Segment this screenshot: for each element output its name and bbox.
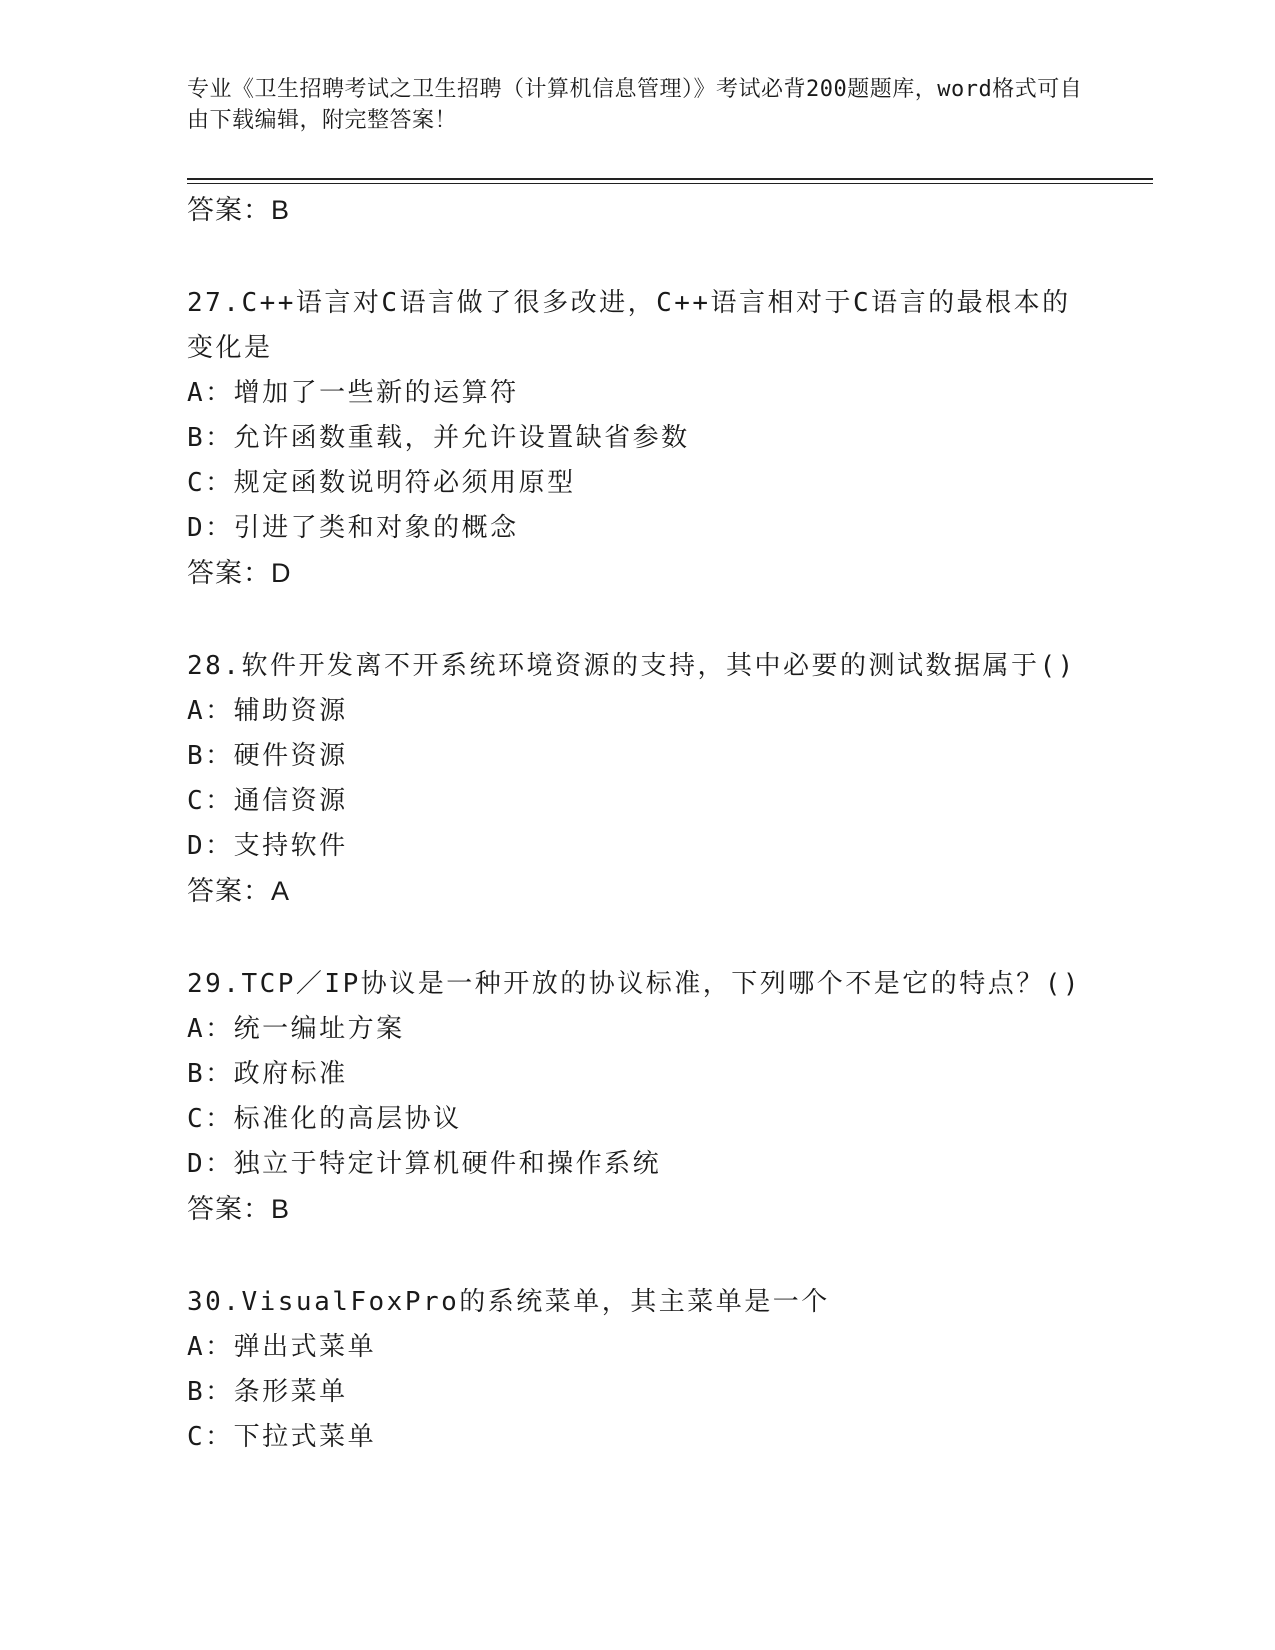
question-stem: 28.软件开发离不开系统环境资源的支持，其中必要的测试数据属于() xyxy=(187,651,1076,681)
option-a: A：辅助资源 xyxy=(187,696,348,726)
previous-question-answer: 答案：B xyxy=(187,195,291,225)
option-c: C：规定函数说明符必须用原型 xyxy=(187,468,576,498)
option-c: C：通信资源 xyxy=(187,786,348,816)
option-a: A：增加了一些新的运算符 xyxy=(187,378,519,408)
question-answer: 答案：A xyxy=(187,876,291,906)
option-c: C：标准化的高层协议 xyxy=(187,1104,462,1134)
question-answer: 答案：D xyxy=(187,558,292,588)
option-d: D：独立于特定计算机硬件和操作系统 xyxy=(187,1149,662,1179)
header-rule-thin xyxy=(187,183,1153,184)
option-b: B：条形菜单 xyxy=(187,1377,348,1407)
option-d: D：引进了类和对象的概念 xyxy=(187,513,519,543)
question-stem: 27.C++语言对C语言做了很多改进，C++语言相对于C语言的最根本的变化是 xyxy=(187,288,1071,363)
question-stem: 30.VisualFoxPro的系统菜单，其主菜单是一个 xyxy=(187,1287,830,1317)
option-a: A：弹出式菜单 xyxy=(187,1332,377,1362)
question-27 xyxy=(187,281,1087,596)
question-28 xyxy=(187,644,1087,914)
header-rule-thick xyxy=(187,178,1153,180)
question-29 xyxy=(187,962,1087,1232)
option-a: A：统一编址方案 xyxy=(187,1014,405,1044)
question-30 xyxy=(187,1280,1087,1460)
question-answer: 答案：B xyxy=(187,1194,291,1224)
option-b: B：允许函数重载，并允许设置缺省参数 xyxy=(187,423,690,453)
option-d: D：支持软件 xyxy=(187,831,348,861)
document-header: 专业《卫生招聘考试之卫生招聘（计算机信息管理）》考试必背200题题库，word格式可自由下载编辑，附完整答案！ xyxy=(187,77,1083,133)
question-stem: 29.TCP／IP协议是一种开放的协议标准，下列哪个不是它的特点？() xyxy=(187,969,1082,999)
question-list xyxy=(187,188,1087,1460)
option-b: B：政府标准 xyxy=(187,1059,348,1089)
option-c: C：下拉式菜单 xyxy=(187,1422,377,1452)
option-b: B：硬件资源 xyxy=(187,741,348,771)
